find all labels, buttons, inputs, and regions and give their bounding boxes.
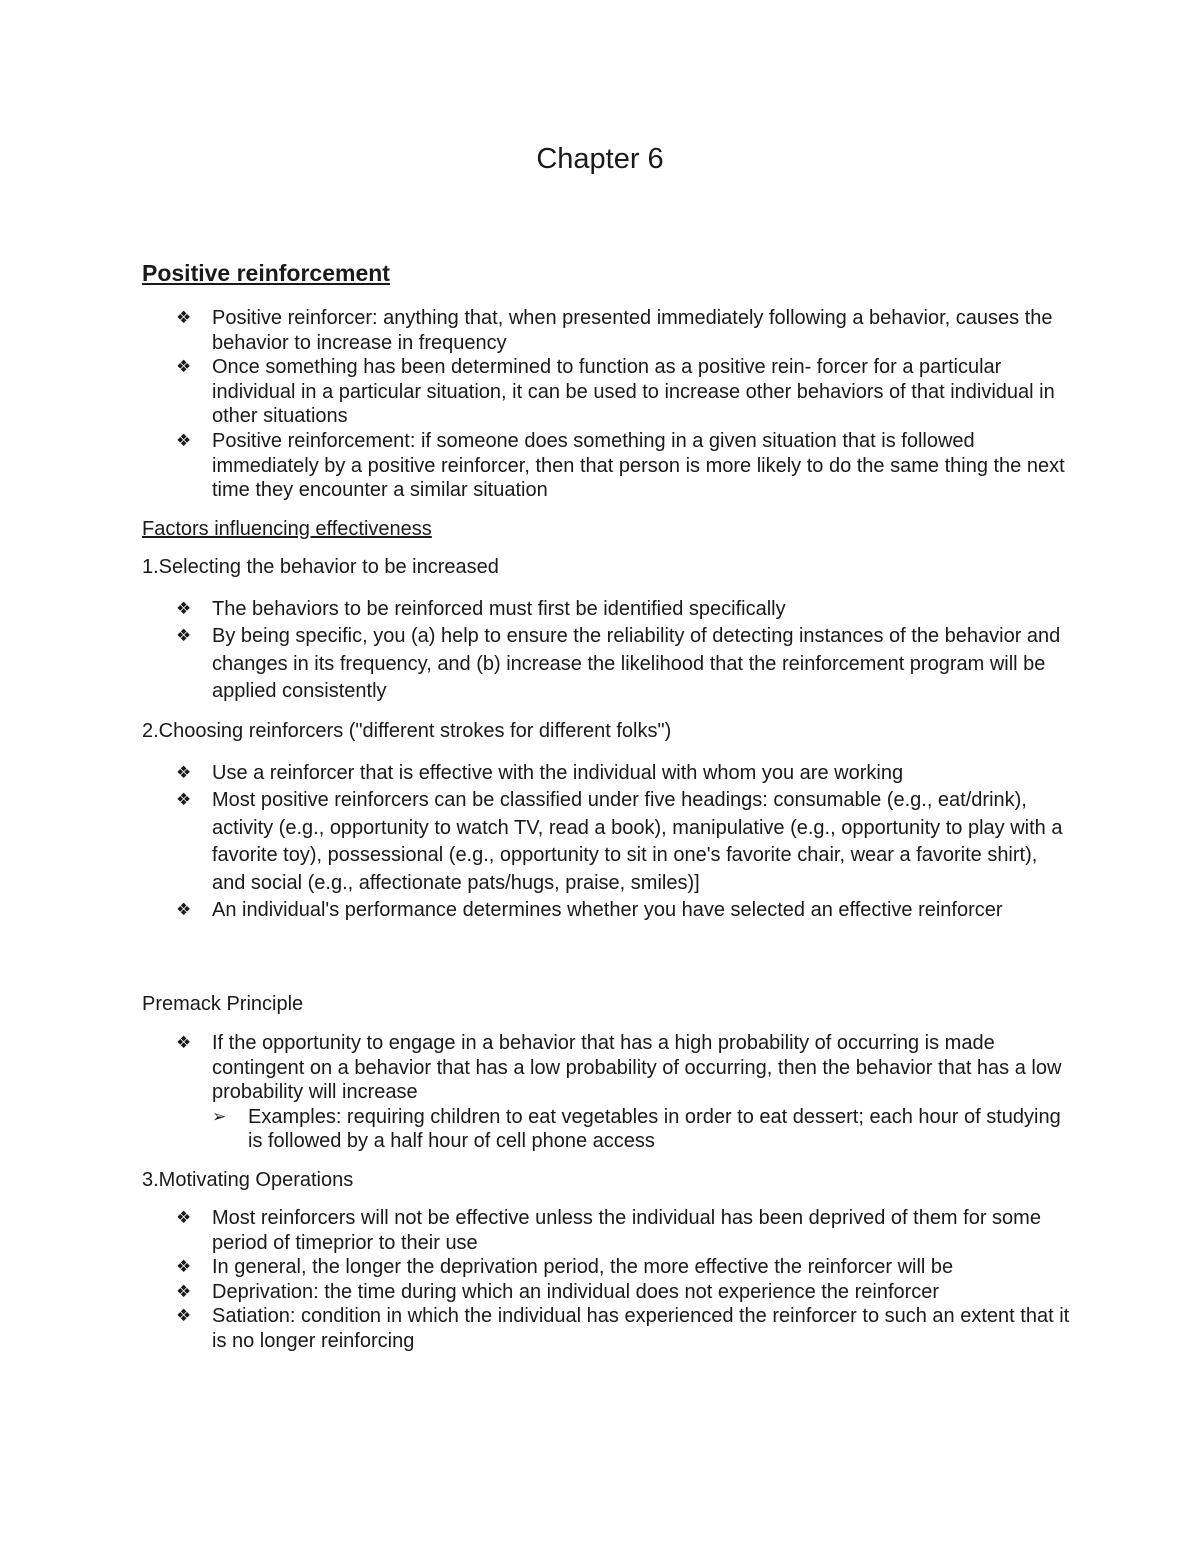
section-title-premack-principle: Premack Principle <box>142 993 304 1015</box>
premack-bullet-list <box>176 1031 1076 1154</box>
diamond-bullet-icon: ❖ <box>176 900 192 921</box>
diamond-bullet-icon: ❖ <box>176 763 192 783</box>
page-title: Chapter 6 <box>536 143 664 175</box>
section-heading-positive-reinforcement: Positive reinforcement <box>142 260 390 286</box>
list-item: ❖ By being specific, you (a) help to ensure the reliability of detecting instances of the behavior and changes in its frequency, and (b) increase the likelihood that the reinforcement program will be applied consistently <box>176 625 1061 703</box>
section-title-motivating-operations: 3.Motivating Operations <box>142 1169 354 1191</box>
diamond-bullet-icon: ❖ <box>176 1033 192 1053</box>
list-item: ❖ Use a reinforcer that is effective with the individual with whom you are working <box>176 760 1076 787</box>
diamond-bullet-icon: ❖ <box>176 599 192 619</box>
section2-bullet-list <box>176 760 1076 924</box>
section-title-selecting-behavior: 1.Selecting the behavior to be increased <box>142 556 499 578</box>
diamond-bullet-icon: ❖ <box>176 357 192 378</box>
section3-bullet-list <box>176 1206 1076 1354</box>
section1-bullet-list <box>176 596 1076 706</box>
list-item: ❖ Deprivation: the time during which an individual does not experience the reinforcer <box>176 1280 940 1303</box>
diamond-bullet-icon: ❖ <box>176 626 192 647</box>
diamond-bullet-icon: ❖ <box>176 790 192 811</box>
factors-heading: Factors influencing effectiveness <box>142 518 432 540</box>
list-item: ➢ Examples: requiring children to eat vegetables in order to eat dessert; each hour of studying is followed by a half hour of cell phone access <box>212 1105 1061 1153</box>
list-item: ❖ In general, the longer the deprivation period, the more effective the reinforcer will be <box>176 1256 954 1279</box>
diamond-bullet-icon: ❖ <box>176 1257 192 1278</box>
intro-bullet-list <box>176 306 1076 503</box>
diamond-bullet-icon: ❖ <box>176 1208 192 1228</box>
list-item: ❖ The behaviors to be reinforced must first be identified specifically <box>176 596 1076 623</box>
premack-sub-list <box>212 1105 1076 1154</box>
arrowhead-bullet-icon: ➢ <box>212 1106 227 1127</box>
list-item: ❖ An individual's performance determines whether you have selected an effective reinforcer <box>176 897 1076 924</box>
section-title-choosing-reinforcers: 2.Choosing reinforcers ("different strokes for different folks") <box>142 720 672 742</box>
list-item: ❖ Satiation: condition in which the individual has experienced the reinforcer to such an extent that it is no longer reinforcing <box>176 1305 1070 1352</box>
diamond-bullet-icon: ❖ <box>176 1281 192 1302</box>
list-item: ❖ Most reinforcers will not be effective unless the individual has been deprived of them for some period of timeprior to their use <box>176 1207 1041 1254</box>
list-item: ❖ Once something has been determined to function as a positive rein- forcer for a particular individual in a particular situation, it can be used to increase other behaviors of that individual in other situations <box>176 356 1055 428</box>
diamond-bullet-icon: ❖ <box>176 1306 192 1327</box>
list-item: ❖ Positive reinforcer: anything that, when presented immediately following a behavior, causes the behavior to increase in frequency <box>176 307 1053 354</box>
diamond-bullet-icon: ❖ <box>176 308 192 328</box>
list-item: ❖ Most positive reinforcers can be classified under five headings: consumable (e.g., eat/drink), activity (e.g., opportunity to watch TV, read a book), manipulative (e.g., opportunity to play with a favorite toy), possessional (e.g., opportunity to sit in one's favorite chair, wear a favorite shirt), and social (e.g., affectionate pats/hugs, praise, smiles)] <box>176 789 1063 894</box>
list-item: ❖ If the opportunity to engage in a behavior that has a high probability of occurring is made contingent on a behavior that has a low probability of occurring, then the behavior that has a low probability will increase ➢ Examples: requiring children to eat vegetables in order to eat dessert; each hour of studying is followed by a half hour of cell phone access <box>176 1031 1076 1154</box>
list-item: ❖ Positive reinforcement: if someone does something in a given situation that is followed immediately by a positive reinforcer, then that person is more likely to do the same thing the next time they encounter a similar situation <box>176 429 1065 502</box>
diamond-bullet-icon: ❖ <box>176 430 192 451</box>
